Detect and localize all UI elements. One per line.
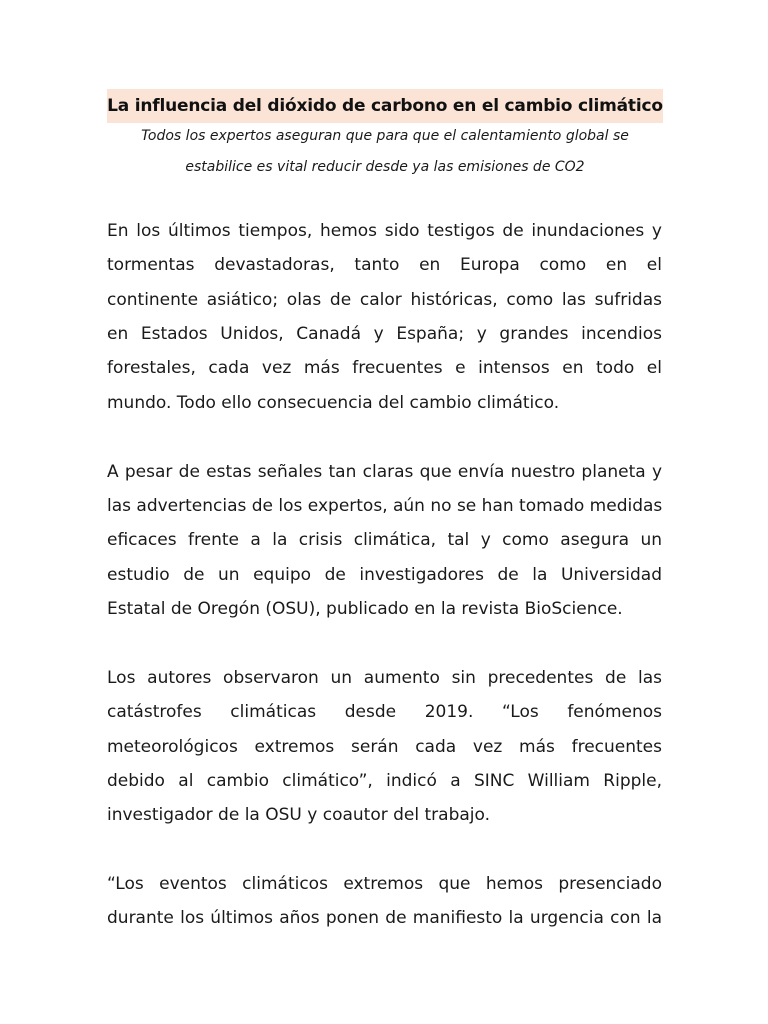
paragraph-3-line: catástrofes climáticas desde 2019. “Los fenómenos — [107, 702, 662, 722]
subtitle-line: Todos los expertos aseguran que para que el calentamiento global se — [141, 128, 629, 144]
document-subtitle — [107, 121, 663, 183]
document-title: La influencia del dióxido de carbono en el cambio climático — [107, 96, 663, 116]
paragraph-3-line: debido al cambio climático”, indicó a SINC William Ripple, — [107, 771, 662, 791]
paragraph-1-line: En los últimos tiempos, hemos sido testigos de inundaciones y — [107, 221, 662, 241]
paragraph-3-line: investigador de la OSU y coautor del trabajo. — [107, 805, 491, 825]
paragraph-1-line: forestales, cada vez más frecuentes e intensos en todo el — [107, 358, 662, 378]
paragraph-2-line: eficaces frente a la crisis climática, tal y como asegura un — [107, 530, 662, 550]
paragraph-2-line: las advertencias de los expertos, aún no se han tomado medidas — [107, 496, 663, 516]
paragraph-3-line: Los autores observaron un aumento sin precedentes de las — [107, 668, 662, 688]
subtitle-line: estabilice es vital reducir desde ya las emisiones de CO2 — [185, 159, 585, 175]
paragraph-1-line: en Estados Unidos, Canadá y España; y grandes incendios — [107, 324, 662, 344]
paragraph-2-line: estudio de un equipo de investigadores de la Universidad — [107, 565, 662, 585]
paragraph-1-line: continente asiático; olas de calor históricas, como las sufridas — [107, 290, 662, 310]
paragraph-1-line: mundo. Todo ello consecuencia del cambio climático. — [107, 393, 560, 413]
paragraph-2-line: A pesar de estas señales tan claras que envía nuestro planeta y — [107, 462, 662, 482]
paragraph-4-line: “Los eventos climáticos extremos que hemos presenciado — [107, 874, 662, 894]
paragraph-1-line: tormentas devastadoras, tanto en Europa como en el — [107, 255, 662, 275]
paragraph-2-line: Estatal de Oregón (OSU), publicado en la revista BioScience. — [107, 599, 623, 619]
paragraph-3-line: meteorológicos extremos serán cada vez más frecuentes — [107, 737, 662, 757]
paragraph-4-line: durante los últimos años ponen de manifiesto la urgencia con la — [107, 908, 662, 928]
